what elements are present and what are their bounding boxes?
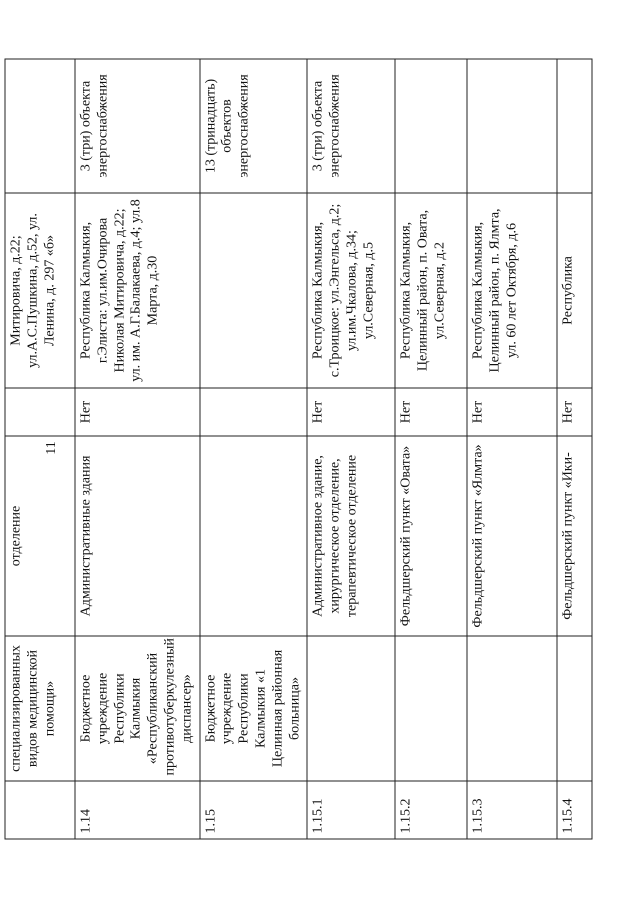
flag-cell: Нет: [307, 388, 395, 436]
flag-cell: Нет: [467, 388, 557, 436]
organization-cell: [395, 636, 467, 781]
flag-cell: Нет: [557, 388, 592, 436]
address-cell: Республика Калмыкия, г.Элиста: ул.им.Очирова Николая Митировича, д.22; ул. им. А.Г.Балакаева, д.4; ул.8 Марта, д.30: [75, 193, 200, 388]
object-cell: Административное здание, хирургическое отделение, терапевтическое отделение: [307, 436, 395, 636]
row-number: [5, 781, 75, 839]
count-cell: [467, 59, 557, 193]
table-row: [395, 59, 467, 839]
table-row: [5, 59, 75, 839]
row-number: 1.14: [75, 781, 200, 839]
organization-cell: специализированных видов медицинской помощи»: [5, 636, 75, 781]
row-number: 1.15.3: [467, 781, 557, 839]
object-cell: Фельдшерский пункт «Овата»: [395, 436, 467, 636]
object-cell: отделение: [5, 436, 75, 636]
address-cell: Республика Калмыкия, Целинный район, п. Овата, ул.Северная, д.2: [395, 193, 467, 388]
address-cell: Республика Калмыкия, Целинный район, п. Ялмта, ул. 60 лет Октября, д.6: [467, 193, 557, 388]
organization-cell: [557, 636, 592, 781]
table-row: [75, 59, 200, 839]
row-number: 1.15.1: [307, 781, 395, 839]
address-cell: Республика Калмыкия, с.Троицкое: ул.Энгельса, д.2; ул.им.Чкалова, д.34; ул.Северная, д.5: [307, 193, 395, 388]
flag-cell: [5, 388, 75, 436]
count-cell: [395, 59, 467, 193]
table-row: [307, 59, 395, 839]
count-cell: 3 (три) объекта энергоснабжения: [75, 59, 200, 193]
flag-cell: Нет: [75, 388, 200, 436]
organization-cell: [467, 636, 557, 781]
count-cell: [5, 59, 75, 193]
object-cell: Фельдшерский пункт «Ялмта»: [467, 436, 557, 636]
table-row: [467, 59, 557, 839]
flag-cell: [200, 388, 308, 436]
count-cell: 3 (три) объекта энергоснабжения: [307, 59, 395, 193]
address-cell: [200, 193, 308, 388]
page-number: 11: [44, 441, 59, 455]
object-cell: Фельдшерский пункт «Ики-: [557, 436, 592, 636]
flag-cell: Нет: [395, 388, 467, 436]
rotated-table-container: [5, 60, 576, 840]
organization-cell: [307, 636, 395, 781]
object-cell: [200, 436, 308, 636]
objects-table: [5, 59, 593, 840]
organization-cell: Бюджетное учреждение Республики Калмыкия «1 Целинная районная больница»: [200, 636, 308, 781]
count-cell: 13 (тринадцать) объектов энергоснабжения: [200, 59, 308, 193]
row-number: 1.15: [200, 781, 308, 839]
table-row: [200, 59, 308, 839]
address-cell: Митировича, д.22; ул.А.С.Пушкина, д.52, ул. Ленина, д. 297 «б»: [5, 193, 75, 388]
address-cell: Республика: [557, 193, 592, 388]
row-number: 1.15.4: [557, 781, 592, 839]
row-number: 1.15.2: [395, 781, 467, 839]
object-cell: Административные здания: [75, 436, 200, 636]
table-row: [557, 59, 592, 839]
count-cell: [557, 59, 592, 193]
organization-cell: Бюджетное учреждение Республики Калмыкия «Республиканский противотуберкулезный диспансер»: [75, 636, 200, 781]
